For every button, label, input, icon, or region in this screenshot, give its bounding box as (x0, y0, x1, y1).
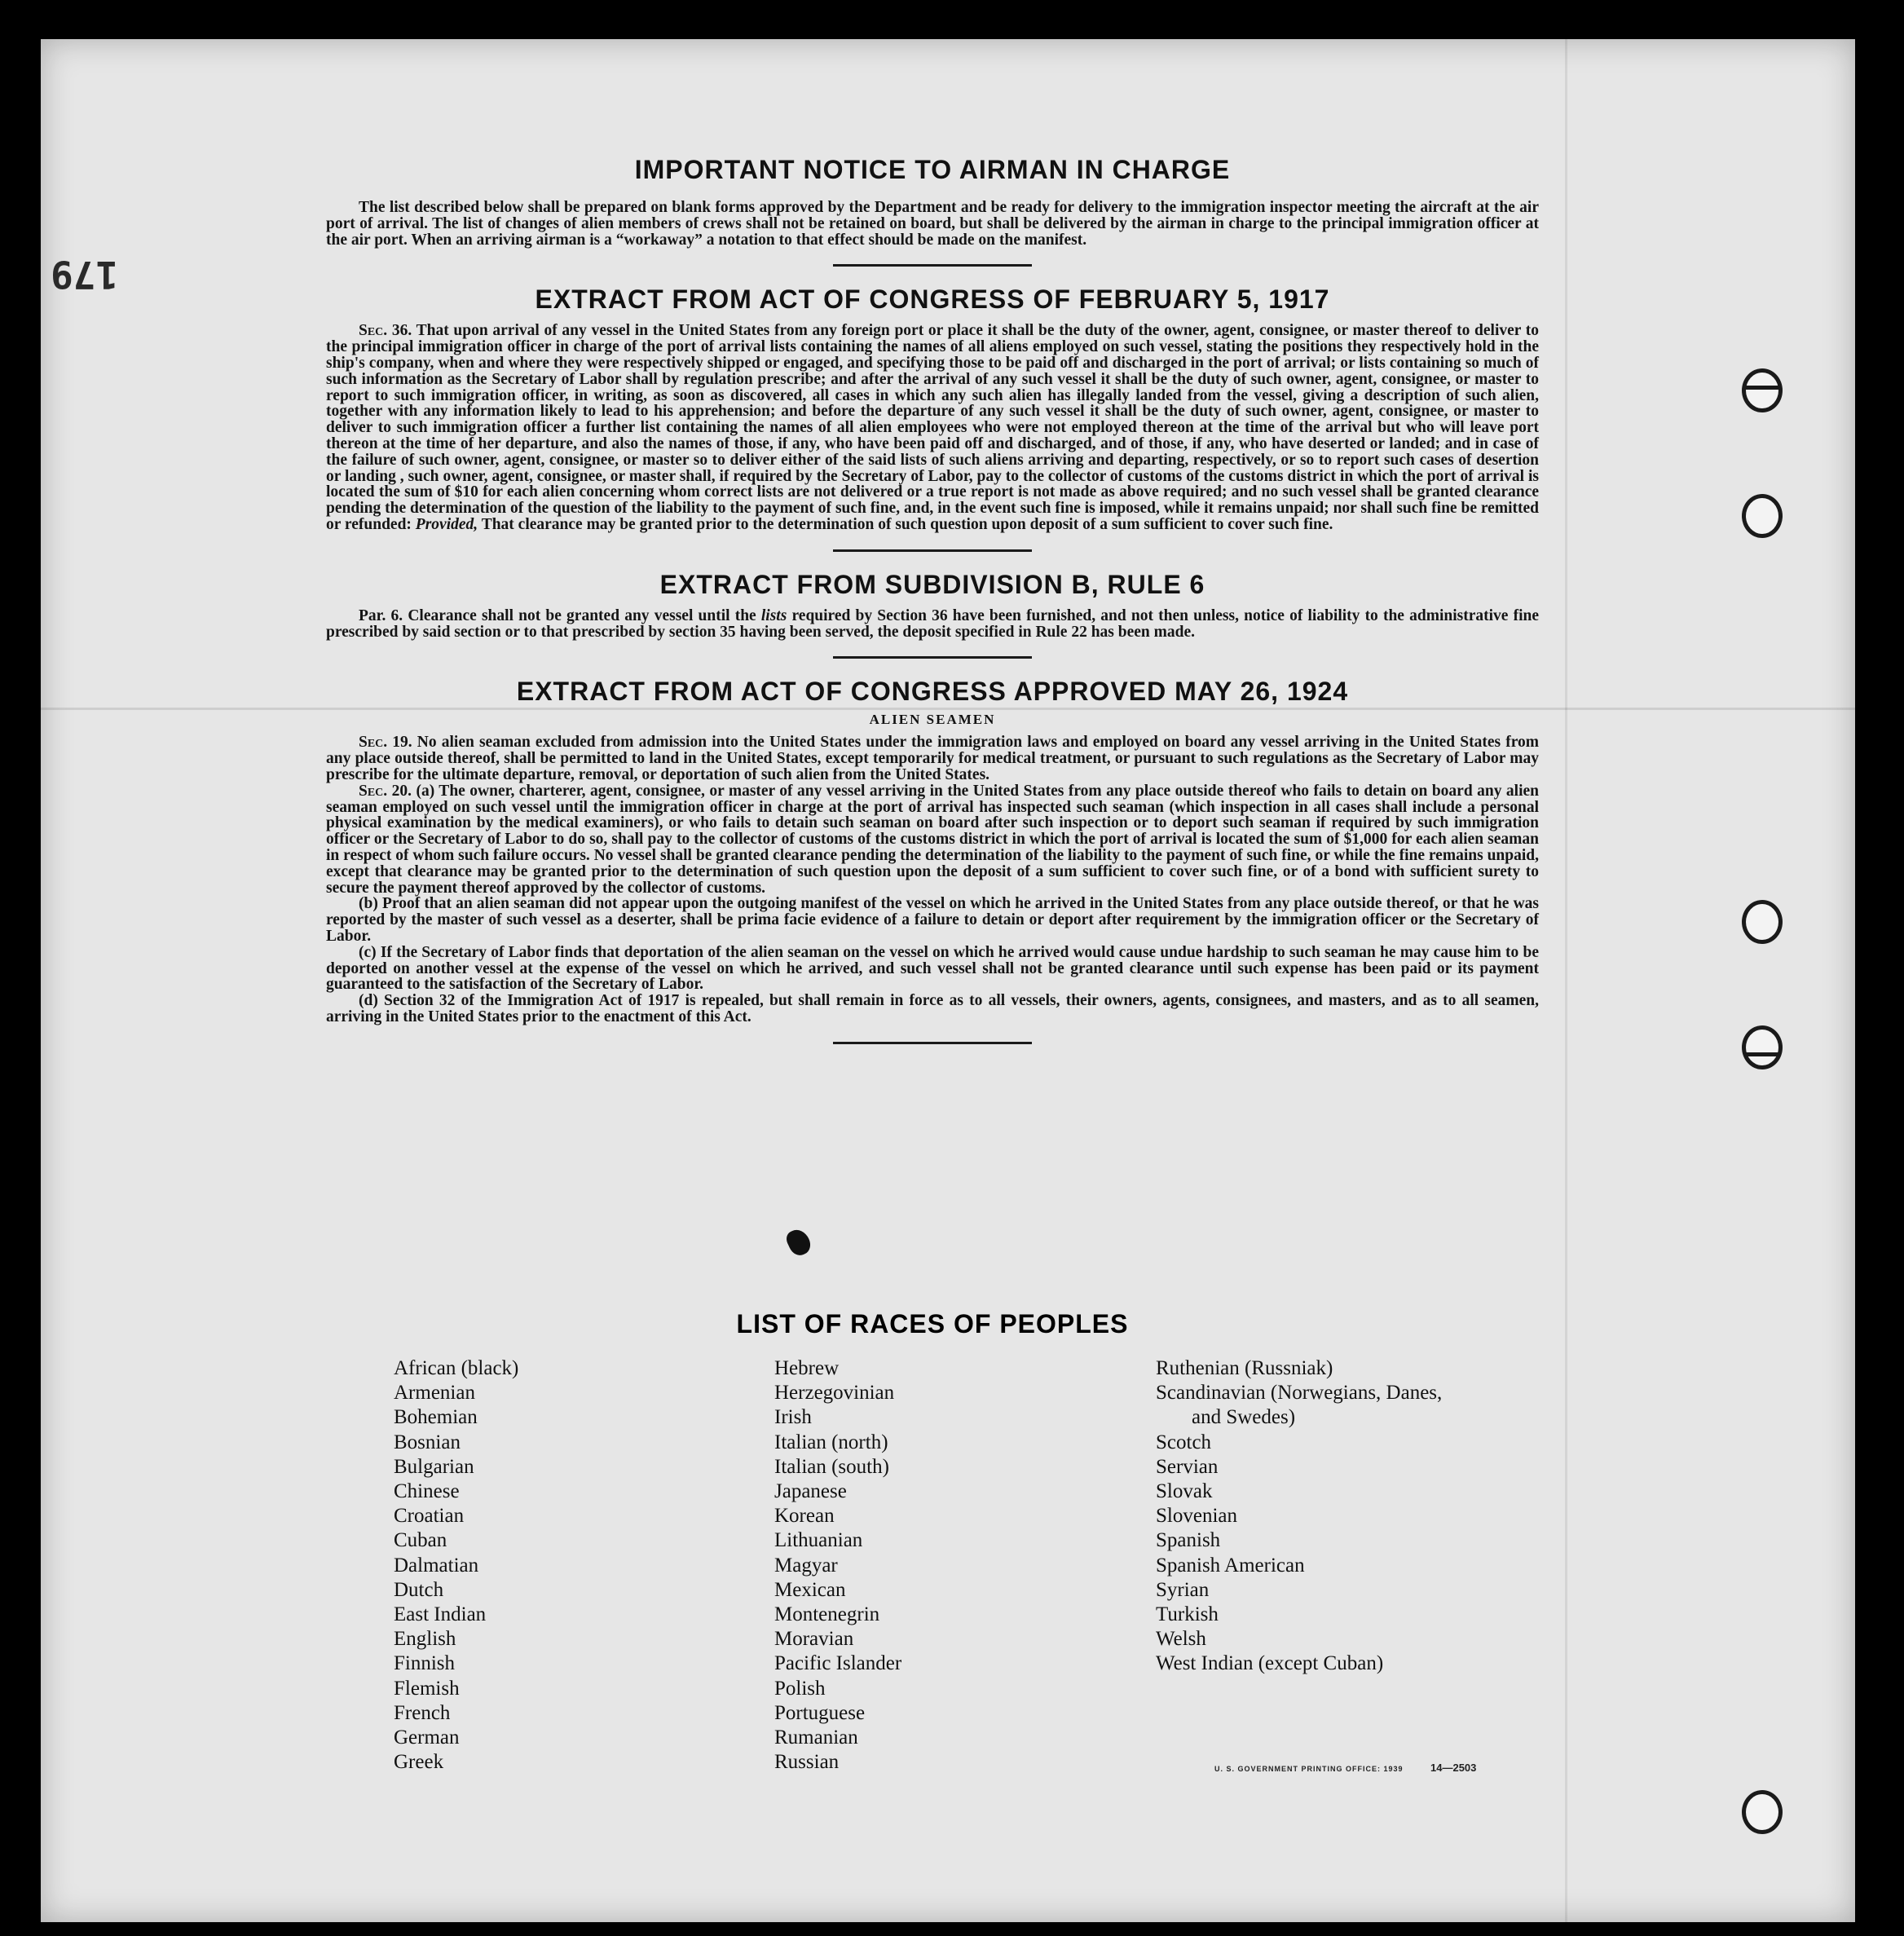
sec-36-label: Sec. 36. (359, 322, 412, 340)
extract-1917-title: EXTRACT FROM ACT OF CONGRESS OF FEBRUARY 5, 1917 (535, 284, 1330, 315)
sec-20a-text: (a) The owner, charterer, agent, consignee, or master of any vessel arriving in the United States from any place outside thereof who fails to detain on board any alien seaman employed on such vessel until the immigration officer in charge at the port of arrival has inspected such seaman (which inspection in all cases shall include a personal physical examination by the medical examiners), or who fails to detain such seaman on board after such inspection or to deport such seaman if required by such immigration officer or the Secretary of Labor to do so, shall pay to the collector of customs of the customs district in which the port of arrival is located the sum of $1,000 for each alien seaman in respect of whom such failure occurs. No vessel shall be granted clearance pending the determination of the liability to the payment of such fine, or while the fine remains unpaid, except that clearance may be granted prior to the determination of such question upon the deposit of a sum sufficient to cover such fine, or of a bond with sufficient surety to secure the payment thereof approved by the collector of customs. (326, 782, 1540, 897)
race-list-item: Spanish (1156, 1529, 1221, 1552)
sec-19-body (326, 734, 1539, 783)
extract-1917-body (326, 323, 1539, 532)
race-list-item: Portuguese (774, 1701, 866, 1724)
binder-hole-icon (1742, 368, 1783, 412)
binder-hole-line (1744, 386, 1780, 390)
race-list-item: Rumanian (774, 1727, 858, 1749)
race-list-item: and Swedes) (1192, 1406, 1296, 1429)
alien-seamen-subhead: ALIEN SEAMEN (869, 712, 996, 728)
race-list-item: Spanish American (1156, 1554, 1305, 1577)
races-column-1 (394, 1356, 518, 1775)
race-list-item: Servian (1156, 1455, 1219, 1478)
sec-20a-body (326, 783, 1539, 897)
race-list-item: Irish (774, 1406, 812, 1429)
section-divider (833, 1042, 1032, 1044)
race-list-item: Chinese (394, 1480, 460, 1503)
sec-19-label: Sec. 19. (359, 734, 412, 752)
race-list-item: Syrian (1156, 1578, 1210, 1601)
provided-word: Provided, (415, 515, 478, 533)
extract-rule6-body (326, 608, 1539, 641)
binder-hole-icon (1742, 900, 1783, 944)
race-list-item: Korean (774, 1505, 835, 1528)
race-list-item: Lithuanian (774, 1529, 863, 1552)
race-list-item: East Indian (394, 1603, 487, 1626)
race-list-item: Dutch (394, 1578, 444, 1601)
section-divider (833, 656, 1032, 659)
race-list-item: Dalmatian (394, 1554, 479, 1577)
printing-office-imprint: U. S. GOVERNMENT PRINTING OFFICE: 1939 (1214, 1765, 1404, 1773)
race-list-item: Scotch (1156, 1431, 1212, 1453)
race-list-item: Polish (774, 1677, 826, 1700)
race-list-item: Pacific Islander (774, 1652, 902, 1675)
race-list-item: African (black) (394, 1357, 519, 1379)
race-list-item: Hebrew (774, 1357, 840, 1379)
sec-19-text: No alien seaman excluded from admission into the United States under the immigration laws and employed on board any vessel arriving in the United States from any place outside thereof, shall be permitted to land in the United States, except temporarily for medical treatment, or pursuant to such regulations as the Secretary of Labor may prescribe for the ultimate departure, removal, or deportation of such alien from the United States. (326, 734, 1539, 783)
binder-hole-icon (1742, 1790, 1783, 1834)
par-6-text-a: Par. 6. Clearance shall not be granted any vessel until the (359, 606, 756, 624)
notice-body: The list described below shall be prepared on blank forms approved by the Department and be ready for delivery to the immigration inspector meeting the aircraft at the air port of arrival. The list of changes of alien members of crews shall not be retained on board, but shall be delivered by the airman in charge to the principal immigration officer at the air port. When an arriving airman is a “workaway” a notation to that effect should be made on the manifest. (326, 199, 1539, 249)
extract-rule6-title: EXTRACT FROM SUBDIVISION B, RULE 6 (659, 569, 1205, 599)
binder-hole-icon (1742, 1025, 1783, 1069)
binder-hole-icon (1742, 494, 1783, 538)
race-list-item: Russian (774, 1751, 840, 1774)
race-list-item: West Indian (except Cuban) (1156, 1652, 1384, 1675)
race-list-item: Japanese (774, 1480, 847, 1503)
binder-hole-line (1744, 1052, 1780, 1056)
page-fold-vertical (1565, 39, 1567, 1922)
race-list-item: Armenian (394, 1382, 475, 1405)
sec-20-label: Sec. 20. (359, 782, 412, 800)
race-list-item: Finnish (394, 1652, 456, 1675)
races-list-title: LIST OF RACES OF PEOPLES (736, 1309, 1129, 1338)
sec-36-text-a: That upon arrival of any vessel in the United States from any foreign port or place it shall be the duty of the owner, agent, consignee, or master thereof to deliver to the principal immigration officer in charge of the port of arrival lists containing the names of all aliens employed on such vessel, stating the positions they respectively hold in the ship's company, when and where they were respectively shipped or engaged, and specifying those to be paid off and discharged in the port of arrival; or lists containing so much of such information as the Secretary of Labor shall by regulation prescribe; and after the arrival of any such vessel it shall be the duty of such owner, agent, consignee, or master to report to such immigration officer, in writing, as soon as discovered, all cases in which any such alien has illegally landed from the vessel, giving a description of such alien, together with any information likely to lead to his apprehension; and before the departure of any such vessel it shall be the duty of such owner, agent, consignee, or master to deliver to such immigration officer a further list containing the names of all alien employees who were not employed thereon at the time of the arrival but who will leave port thereon at the time of her departure, and also the names of those, if any, who have been paid off and discharged, and of those, if any, who have deserted or landed; and in case of the failure of such owner, agent, consignee, or master so to deliver either of the said lists of such aliens arriving and departing, respectively, or so to report such cases of desertion or landing , such owner, agent, consignee, or master shall, if required by the Secretary of Labor, pay to the collector of customs of the customs district in which the port of arrival is located the sum of $10 for each alien concerning whom correct lists are not delivered or a true report is not made as above required; and no such vessel shall be granted clearance pending the determination of the question of the liability to the payment of such fine, and, in the event such fine is imposed, while it remains unpaid; nor shall such fine be remitted or refunded: (326, 322, 1540, 533)
race-list-item: Slovak (1156, 1480, 1213, 1503)
races-column-2 (774, 1356, 901, 1775)
sec-36-text-b: That clearance may be granted prior to the determination of such question upon deposit of a sum sufficient to cover such fine. (481, 515, 1333, 533)
race-list-item: English (394, 1628, 456, 1651)
race-list-item: Flemish (394, 1677, 460, 1700)
race-list-item: Italian (south) (774, 1455, 889, 1478)
notice-title: IMPORTANT NOTICE TO AIRMAN IN CHARGE (634, 155, 1231, 184)
race-list-item: Slovenian (1156, 1505, 1237, 1528)
document-content (326, 155, 1539, 1062)
extract-1924-title: EXTRACT FROM ACT OF CONGRESS APPROVED MAY 26, 1924 (516, 677, 1349, 707)
race-list-item: Scandinavian (Norwegians, Danes, (1156, 1382, 1443, 1405)
race-list-item: Greek (394, 1751, 444, 1774)
race-list-item: Croatian (394, 1505, 465, 1528)
race-list-item: French (394, 1701, 451, 1724)
race-list-item: Italian (north) (774, 1431, 888, 1453)
sec-20b-body: (b) Proof that an alien seaman did not appear upon the outgoing manifest of the vessel on which he arrived in the United States from any place outside thereof, or that he was reported by the master of such vessel as a deserter, shall be prima facie evidence of a failure to detain or deport after requirement by the immigration officer or the Secretary of Labor. (326, 895, 1539, 945)
par-6-text-b: required by Section 36 have been furnished, and not then unless, notice of liability to the administrative fine prescribed by said section or to that prescribed by section 35 having been served, the deposit specified in Rule 22 has been made. (326, 606, 1540, 641)
sec-20d-body: (d) Section 32 of the Immigration Act of 1917 is repealed, but shall remain in force as to all vessels, their owners, agents, consignees, and masters, and as to all seamen, arriving in the United States prior to the enactment of this Act. (326, 992, 1539, 1025)
race-list-item: Magyar (774, 1554, 838, 1577)
form-number: 14—2503 (1430, 1762, 1477, 1774)
races-column-3 (1156, 1356, 1442, 1677)
lists-word: lists (760, 606, 787, 624)
race-list-item: German (394, 1727, 460, 1749)
margin-stamp-number: 179 (51, 253, 119, 297)
race-list-item: Mexican (774, 1578, 846, 1601)
sec-20c-body: (c) If the Secretary of Labor finds that deportation of the alien seaman on the vessel on which he arrived would cause undue hardship to such seaman he may cause him to be deported on another vessel at the expense of the vessel on which he arrived, and such vessel shall not be granted clearance until such expense has been paid or its payment guaranteed to the satisfaction of the Secretary of Labor. (326, 943, 1539, 994)
race-list-item: Welsh (1156, 1628, 1206, 1651)
race-list-item: Montenegrin (774, 1603, 880, 1626)
race-list-item: Ruthenian (Russniak) (1156, 1357, 1333, 1379)
race-list-item: Bulgarian (394, 1455, 474, 1478)
race-list-item: Bohemian (394, 1406, 478, 1429)
race-list-item: Turkish (1156, 1603, 1219, 1626)
section-divider (833, 549, 1032, 552)
section-divider (833, 264, 1032, 267)
race-list-item: Moravian (774, 1628, 854, 1651)
race-list-item: Bosnian (394, 1431, 461, 1453)
race-list-item: Herzegovinian (774, 1382, 895, 1405)
race-list-item: Cuban (394, 1529, 447, 1552)
